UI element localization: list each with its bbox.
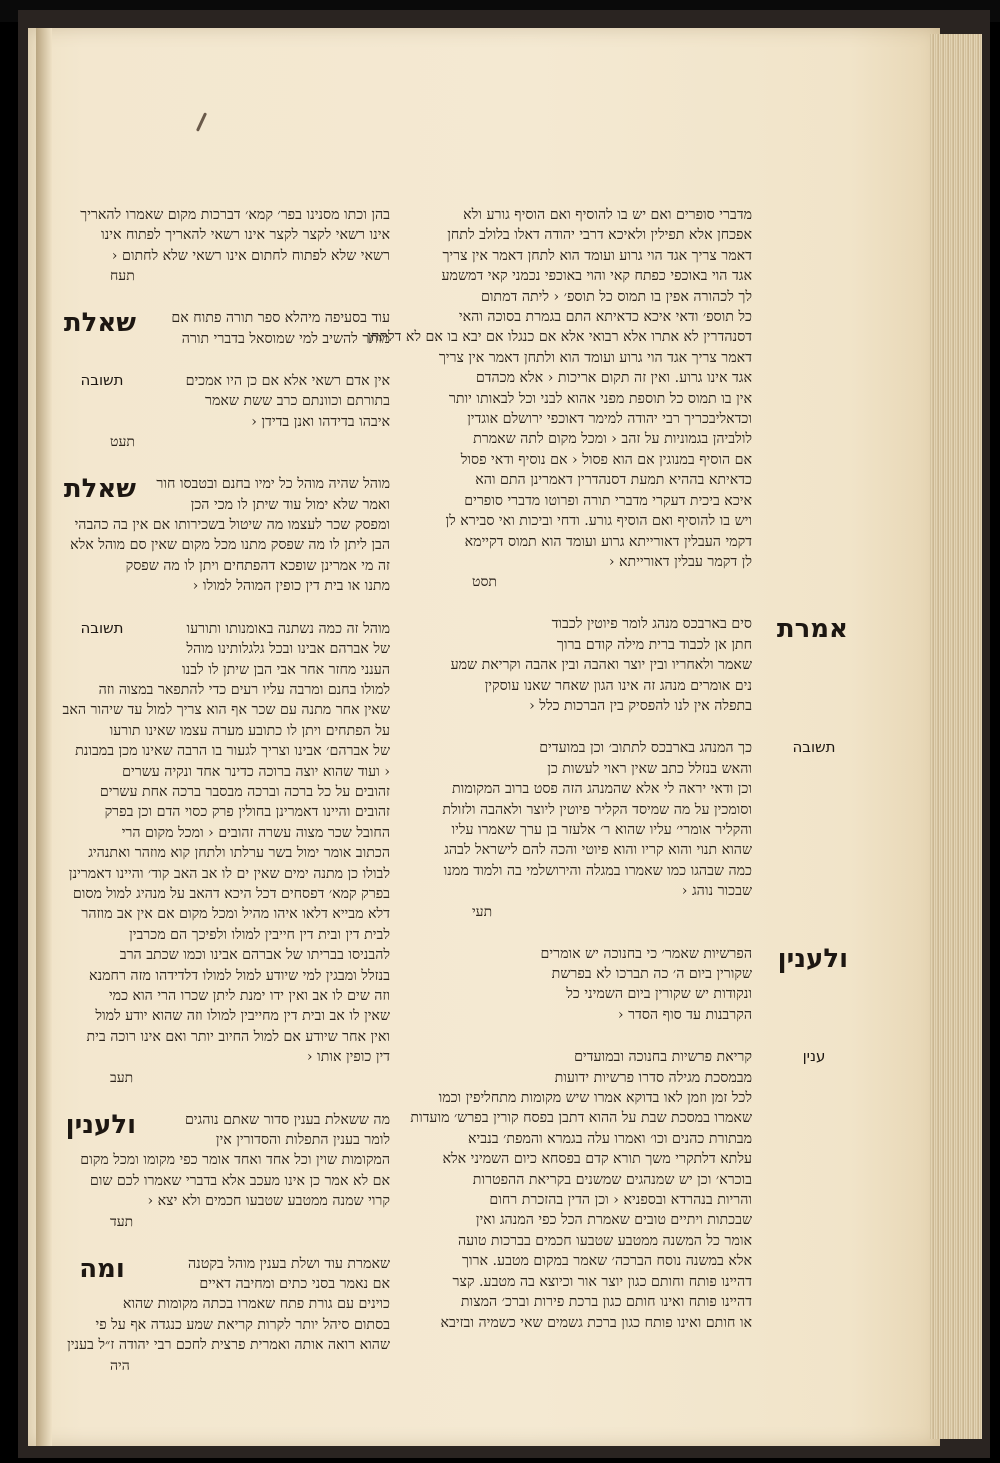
text-line: דאמר צריך אגד הוי גרוע ועומד הוא ולתחן דאמר אין צריך [438, 349, 752, 366]
text-line: מה ששאלת בענין סדור שאתם נוהגים [184, 1111, 390, 1128]
text-line: מדברי סופרים ואם יש בו להוסיף ואם הוסיף גורע ולא [463, 207, 752, 223]
text-line: בתפלה אין לנו להפסיק בין הברכות כלל ‹ [529, 697, 752, 714]
text-section [70, 205, 390, 286]
text-line: אלא במשנה נוסח הברכה׳ שאמר במקום מטבע. ארוך [461, 1253, 752, 1270]
right-text-column [367, 205, 848, 1355]
text-line: אגד הוי באוכפי כפתח קאי והוי באוכפי נכמני קאי דמשמע [441, 268, 752, 285]
text-line: וכדאליבכריך רבי יהודה למימר דאוכפי ירושלם אוגדין [467, 411, 752, 428]
text-line: דסנהדרין לא אתרו אלא רבואי אלא אם כנגלו אם יבא בו אם לא דלתחן [367, 329, 752, 346]
text-line: ויש בו להוסיף ואם הוסיף גורע. ודחי וביכות ואי סבירא לן [445, 513, 752, 530]
text-line: רשאי שלא לפתוח לחתום אינו רשאי שלא לחתום ‹ [111, 247, 390, 264]
text-line: שאמרת עוד ושלת בענין מוהל בקטנה [187, 1255, 390, 1272]
text-section [367, 205, 752, 592]
text-line: כך המנהג בארבכס לתתוב׳ וכן במועדים [539, 740, 752, 757]
text-line: שבכור נוהג ‹ [681, 883, 752, 900]
text-line: שקורין ביום ה׳ כה תברכו לא בפרשת [551, 966, 752, 982]
text-line: למולו בחנם ומרבה עליו רעים כדי להתפאר במצוה וזה [98, 681, 390, 698]
section-number: תעי [472, 903, 493, 920]
text-line: בסתום סיהל יותר לקרות קריאת שמע כנגדה אף על פי [95, 1316, 390, 1333]
text-line: דלא מבייא דלאו איהו מהיל ומכל מקום אם אין אב מוזהר [81, 906, 390, 923]
text-line: לבולו כן מתנה ימים שאין ים לו אב האב קוד׳ והיינו דאמרינן [68, 865, 390, 882]
text-line: אגד אינו גרוע. ואין זה תקום אריכות ‹ אלא מכהדם [475, 370, 752, 387]
text-line: אין אדם רשאי אלא אם כן היו אמכים [185, 373, 390, 390]
text-line: שאמר ולאחריו ובין יוצר ואהבה ובין אהבה וקריאת שמע [450, 657, 752, 674]
text-line: שבכתות ויתיים טובים שאמרת הכל כפי המנהג ואין [475, 1212, 752, 1229]
page-gutter [36, 28, 52, 1446]
text-line: החובל שכר מצוה עשרה זהובים ‹ ומכל מקום הרי [121, 824, 390, 841]
section-heading: שאלת [63, 308, 136, 339]
text-line: כל תוספ׳ ודאי איכא כדאיתא התם בגמרת בסוכה והאי [458, 309, 752, 326]
text-line: וזה שים לו אב ואין ידו ימנת ליתן שכרו הרי הוא כמי [108, 988, 390, 1004]
text-line: אינו רשאי לקצר לקצר אינו רשאי להאריך לפתוח אינו [101, 227, 390, 244]
text-line: דאמר צריך אגד הוי גרוע ועומד הוא לתחן דאמר אין צריך [442, 247, 752, 264]
text-line: איכא ביכית דעקרי מדברי תורה ופרוטו מדברי סופרים [464, 492, 752, 509]
text-line: מבתורת כהנים וכו׳ ואמרו עלה בגמרא והמפת׳ בנביא [468, 1130, 752, 1147]
text-line: לולביהן בגמוניות על זהב ‹ ומכל מקום לתה שאמרת [473, 431, 752, 448]
text-line: אפכחן אלא תפילין ולאיכא דרבי יהודה דאלו בלולב לתחן [447, 227, 752, 244]
text-line: קרוי שמנה ממטבע שטבעו חכמים ולא יצא ‹ [147, 1193, 390, 1210]
section-number: היה [110, 1357, 130, 1374]
text-line: של אברהם אבינו ובכל גלגלותינו מוהל [186, 641, 390, 658]
text-line: אומר כל המשנה ממטבע שטבעו חכמים בברכות טועה [458, 1232, 752, 1249]
text-line: שהוא רואה אותה ואמרית פרצית לחכם רבי יהודה ז״ל בענין [67, 1337, 390, 1354]
text-line: מותר להשיב למי שמוסאל בדברי תורה [181, 330, 390, 347]
text-line: המקומות שוין וכל אחד ואחד אומר כפי מקומו ומכל מקום [80, 1152, 390, 1169]
text-line: שאמרו במסכת שבת על ההוא דתבן בפסח קורין בפרש׳ מועדות [410, 1110, 752, 1127]
text-section [70, 371, 390, 452]
text-line: קריאת פרשיות בחנוכה ובמועדים [574, 1049, 752, 1066]
text-section [63, 308, 390, 349]
text-section [432, 614, 848, 716]
text-line: הבן ליתן לו מה שפסק מתנו מכל מקום שאין סם מוהל אלא [70, 537, 390, 554]
section-heading: ומה [79, 1253, 125, 1284]
text-line: והקליר אומרי׳ עליו שהוא ר׳ אלעזר בן ערך שאמרו עליו [451, 821, 752, 838]
section-number: תעט [110, 434, 135, 451]
text-line: הפרשיות שאמר׳ כי בחנוכה יש אומרים [540, 945, 752, 962]
text-line: הקרבנות עד סוף הסדר ‹ [617, 1006, 752, 1023]
section-number: תסט [472, 574, 497, 591]
left-text-column [62, 205, 390, 1398]
text-line: לומר בענין התפלות והסדורין אין [215, 1132, 390, 1149]
text-line: מוהל זה כמה נשתנה באומנותו ותורעו [186, 620, 390, 637]
text-line: מוהל שהיה מוהל כל ימיו בחנם ובטבסו חור [156, 476, 390, 493]
section-heading: שאלת [63, 474, 136, 505]
text-section [65, 1109, 390, 1232]
text-line: בנזלל ומבגין למי שיודע למול למולו דלדידהו מזה רחמנא [89, 967, 390, 984]
text-line: לכל זמן וזמן לאו בדוקא אמרו שיש מקומות מתחליפין וכמו [438, 1090, 752, 1107]
text-line: עלתא דלתקרי משך תורא קדם בפסחא כיום השמיני אלא [442, 1151, 752, 1168]
text-line: של אברהם׳ אבינו וצריך לגעור בו הרבה שאינו מכן במבונת [75, 743, 390, 760]
text-line: שאין אחר מתנה עם שכר אף הוא צריך למול עד שיהור האב [62, 702, 390, 719]
text-line: והאש בנזלל כתב שאין ראוי לעשות כן [547, 760, 752, 777]
text-line: ואין אחר שיודע אם למול החיוב יותר ואם אינו רוכה בית [86, 1028, 390, 1045]
text-line: זהובים על כל ברכה וברכה מבסבר ברכה אחת עשרים [99, 783, 390, 800]
text-line: לבית דין ובית דין חייבין למולו ולפיכך הם מכרבין [129, 926, 390, 943]
text-line: בוכרא׳ וכן יש שמנהגים שמשנים בקריאת ההפטרות [472, 1171, 752, 1188]
text-line: נים אומרים מנהג זה אינו הגון שאחר שאנו עוסקין [484, 677, 752, 694]
text-line: שהוא תנוי והוא קריו והוא פיוטי והכה להם לישראל לבהג [444, 842, 752, 859]
text-line: לן דקמר עבלין דאורייתא ‹ [608, 553, 752, 570]
section-number: תעד [110, 1213, 134, 1230]
text-line: הכתוב אומר ימול בשר ערלתו ולתחן קוא מוזהר ואתנהיג [88, 845, 390, 862]
text-line: עוד בסעיפה מיהלא ספר תורה פתוח אם [171, 310, 390, 327]
section-heading: תשובה [80, 618, 124, 637]
text-line: בתורתם וכוונתם כרב ששת שאמר [205, 393, 390, 410]
page-edges [930, 34, 982, 1439]
text-line: כוינים עם גורת פתח שאמרו בכתה מקומות שהוא [122, 1296, 390, 1313]
text-line: סים בארבכס מנהג לומר פיוטין לכבוד [551, 616, 752, 633]
section-heading: תשובה [792, 738, 836, 757]
text-line: ונקודות יש שקורין ביום השמיני כל [566, 986, 752, 1003]
text-line: כמה שבהגו כמו שאמרו במגלה והירושלמי בה ולמוד ממנו [443, 862, 752, 879]
text-line: לך לכהורה אפין בו תמוס כל תוספ׳ ‹ ליתה דמתום [480, 288, 752, 305]
text-line: זהובים והיינו דאמרינן בחולין פרק כסוי הדם וכן בפרק [104, 804, 390, 821]
text-line: ומפסק שכר לעצמו מה שיטול בשכירותו אם אין בה כהבהי [74, 517, 390, 534]
text-section [67, 1253, 390, 1376]
text-line: מתנו או בית דין כופין המוהל למולו ‹ [192, 578, 390, 595]
text-line: בפרק קמא׳ דפסחים דכל היכא דהאב על מנהיג למול מסום [72, 885, 390, 902]
text-line: דין כופין אותו ‹ [306, 1049, 390, 1066]
text-section [432, 738, 836, 921]
text-section [432, 943, 848, 1026]
text-section [62, 618, 390, 1088]
text-line: על הפתחים ויתן לו כתובע מערה עצמו שאינו תורעו [109, 722, 390, 739]
text-line: או חותם ואינו פותח כגון ברכת גשמים שאי כשמיה ובזיבא [440, 1314, 752, 1331]
section-number: תעח [110, 268, 135, 285]
text-section [63, 474, 390, 596]
text-line: והריות בנהרדא ובספניא ‹ וכן הדין בהזכרת רחום [489, 1192, 752, 1209]
section-number: תעב [110, 1069, 134, 1086]
text-line: ‹ ועוד שהוא יוצה ברוכה כדינר אחד ונקיה עשרים [122, 763, 390, 780]
text-line: להבניסו בבריתו של אברהם אבינו וכמו שכתב הרב [119, 947, 390, 964]
text-line: כדאיתא בההיא תמעת דסנהדרין דאמרינן התם והא [475, 472, 752, 489]
text-line: אם נאמר בסני כתים ומחיבה דאיים [199, 1276, 390, 1293]
text-section [410, 1047, 826, 1333]
text-line: ואמר שלא ימול עוד שיתן לו מכי הכן [190, 496, 390, 513]
text-line: בהן וכתו מסנינו בפר׳ קמא׳ דברכות מקום שאמרו להאריך [80, 207, 390, 223]
text-line: אם לא אמר כן אינו מעכב אלא בדברי שאמרו לכם שום [89, 1172, 390, 1189]
text-line: מבמסכת מגילה סדרו פרשיות ידועות [554, 1069, 752, 1086]
text-line: דהיינו פותח ואינו חותם כגון ברכת פירות וברכ׳ המצות [460, 1294, 752, 1311]
text-line: וכן ודאי יראה לי אלא שהמנהג הזה פסט ברוב המקומות [451, 781, 752, 798]
text-line: חתן אן לכבוד ברית מילה קודם ברוך [556, 636, 752, 653]
text-line: אם הוסיף במנוגין אם הוא פסול ‹ אם נוסיף ודאי פסול [460, 451, 752, 468]
section-heading: ולענין [65, 1109, 136, 1140]
text-line: אין בו תמוס כל תוספת מפני אהוא לבני וכל לבאותו יותר [448, 390, 752, 407]
text-line: הענני מחזר אחר אבי הבן שיתן לו לבנו [181, 661, 390, 678]
section-heading: אמרת [776, 614, 848, 645]
section-heading: ענין [802, 1047, 826, 1066]
text-line: שאין לו אב ובית דין מחייבין למולו וזה שהוא יודע למול [95, 1008, 390, 1025]
text-line: וסומכין על מה שמיסד הקליר פיוטין ליוצר ולאהבה ולזולת [442, 801, 752, 818]
section-heading: תשובה [80, 371, 124, 390]
section-heading: ולענין [777, 943, 848, 974]
text-line: דהיינו פותח וחותם כגון יוצר אור וכיוצא בה מטבע. קצר [452, 1273, 752, 1290]
text-line: איבהו בדידהו ואנן בדידן ‹ [251, 413, 390, 430]
text-line: דקמי העבלין דאורייתא גרוע ועומד הוא תמוס דקיימא [464, 533, 752, 550]
text-line: זה מי אמרינן שופכא דהפתחים ויתן לו מה שפסק [125, 557, 390, 574]
